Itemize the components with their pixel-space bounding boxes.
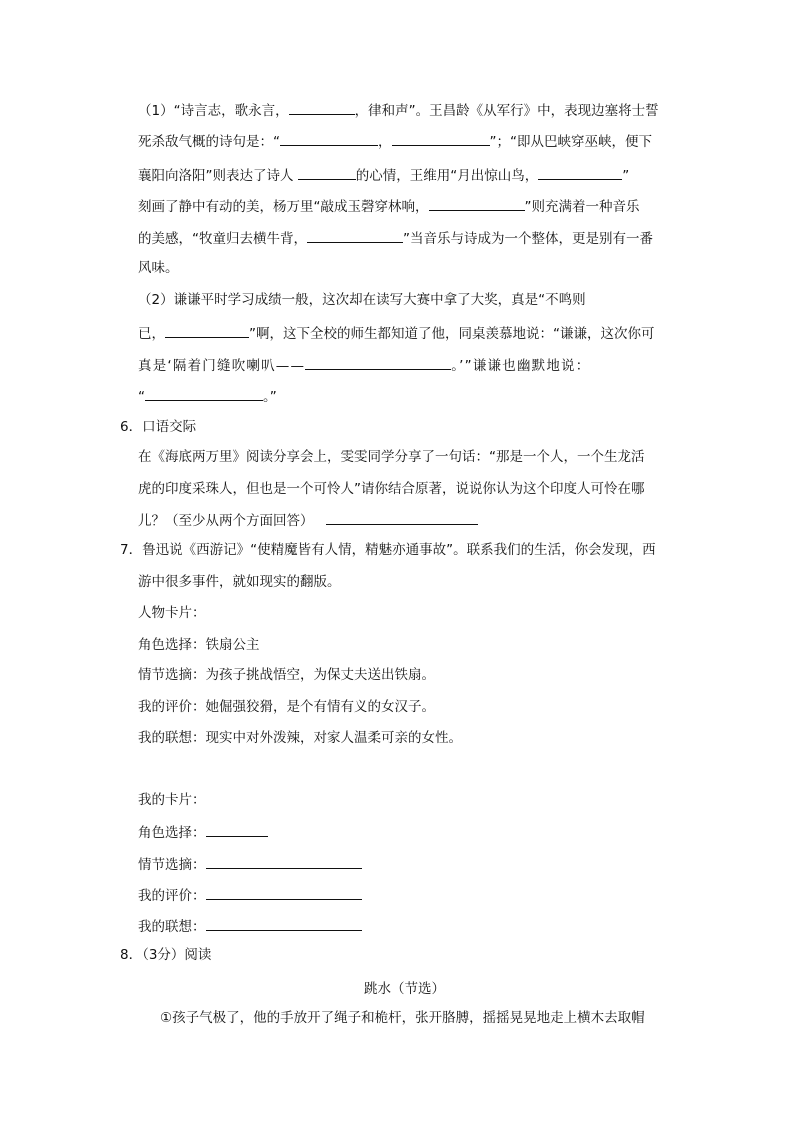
answer-blank[interactable] xyxy=(326,510,478,525)
text: ”当音乐与诗成为一个整体，更是别有一番 xyxy=(403,231,653,247)
card-eval: 我的评价：她倔强狡猾，是个有情有义的女汉子。 xyxy=(138,699,435,715)
q6-line1: 在《海底两万里》阅读分享会上，雯雯同学分享了一句话：“那是一个人，一个生龙活 xyxy=(138,449,645,465)
text: ”则充满着一种音乐 xyxy=(524,199,640,215)
text: 已， xyxy=(138,326,165,342)
q5-p1-line3 xyxy=(138,165,629,185)
text: 刻画了静中有动的美，杨万里“敲成玉磬穿林响， xyxy=(138,199,429,215)
q6-heading: 6．口语交际 xyxy=(120,419,197,435)
text: 的心情，王维用“月出惊山鸟， xyxy=(355,168,539,184)
answer-blank[interactable] xyxy=(429,196,525,211)
answer-blank[interactable] xyxy=(289,100,355,115)
text: ，律和声”。王昌龄《从军行》中，表现边塞将士誓 xyxy=(354,103,659,119)
answer-blank[interactable] xyxy=(165,323,249,338)
card-role: 角色选择：铁扇公主 xyxy=(138,637,260,653)
card-plot: 情节选摘：为孩子挑战悟空，为保丈夫送出铁扇。 xyxy=(138,667,435,683)
answer-blank[interactable] xyxy=(538,165,622,180)
answer-blank[interactable] xyxy=(145,386,263,401)
text: 我的联想： xyxy=(138,919,206,935)
answer-blank[interactable] xyxy=(392,131,490,146)
my-card-assoc xyxy=(138,916,362,936)
text: 真是‘隔着门缝吹喇叭—— xyxy=(138,358,306,374)
my-card-title: 我的卡片： xyxy=(138,792,206,808)
q5-p1-line6: 风味。 xyxy=(138,260,179,276)
text: ， xyxy=(378,134,392,150)
answer-blank[interactable] xyxy=(305,355,451,370)
q5-p1-line2 xyxy=(138,131,652,151)
answer-blank[interactable] xyxy=(298,165,356,180)
passage-title: 跳水（节选） xyxy=(364,981,445,997)
text: 儿？（至少从两个方面回答） xyxy=(138,513,314,529)
answer-blank[interactable] xyxy=(206,822,268,837)
q5-p2-line4 xyxy=(138,386,277,406)
my-card-plot xyxy=(138,854,362,874)
text: （1）“诗言志，歌永言， xyxy=(138,103,289,119)
q5-p1-line1 xyxy=(138,100,659,120)
text: “ xyxy=(138,389,145,405)
text: 的美感，“牧童归去横牛背， xyxy=(138,231,307,247)
q7-line2: 游中很多事件，就如现实的翻版。 xyxy=(138,574,341,590)
text: 角色选择： xyxy=(138,825,206,841)
answer-blank[interactable] xyxy=(206,885,362,900)
q5-p1-line4 xyxy=(138,196,640,216)
text: 我的评价： xyxy=(138,888,206,904)
text: ”啊，这下全校的师生都知道了他，同桌羡慕地说：“谦谦，这次你可 xyxy=(249,326,655,342)
text: ” xyxy=(622,168,630,184)
my-card-eval xyxy=(138,885,362,905)
text: 。” xyxy=(263,389,277,405)
q7-line1: 7．鲁迅说《西游记》“使精魔皆有人情，精魅亦通事故”。联系我们的生活，你会发现，西 xyxy=(120,542,656,558)
q6-line3 xyxy=(138,510,478,530)
q6-line2: 虎的印度采珠人，但也是一个可怜人”请你结合原著，说说你认为这个印度人可怜在哪 xyxy=(138,481,645,497)
q5-p2-line2 xyxy=(138,323,655,343)
q5-p1-line5 xyxy=(138,228,653,248)
card-title: 人物卡片： xyxy=(138,605,206,621)
answer-blank[interactable] xyxy=(280,131,378,146)
card-assoc: 我的联想：现实中对外泼辣，对家人温柔可亲的女性。 xyxy=(138,730,462,746)
answer-blank[interactable] xyxy=(206,916,362,931)
text: ”；“即从巴峡穿巫峡，便下 xyxy=(489,134,652,150)
answer-blank[interactable] xyxy=(206,854,362,869)
q5-p2-line1: （2）谦谦平时学习成绩一般，这次却在读写大赛中拿了大奖，真是“不鸣则 xyxy=(138,292,586,308)
answer-blank[interactable] xyxy=(307,228,403,243)
my-card-role xyxy=(138,822,268,842)
passage-paragraph-1: ①孩子气极了，他的手放开了绳子和桅杆，张开胳膊，摇摇晃晃地走上横木去取帽 xyxy=(160,1010,645,1026)
text: 襄阳向洛阳”则表达了诗人 xyxy=(138,168,298,184)
text: 情节选摘： xyxy=(138,857,206,873)
text: 死杀敌气概的诗句是：“ xyxy=(138,134,280,150)
text: 。’”谦谦也幽默地说： xyxy=(451,358,591,374)
q5-p2-line3 xyxy=(138,355,590,375)
q8-heading: 8．（3分）阅读 xyxy=(120,947,212,963)
